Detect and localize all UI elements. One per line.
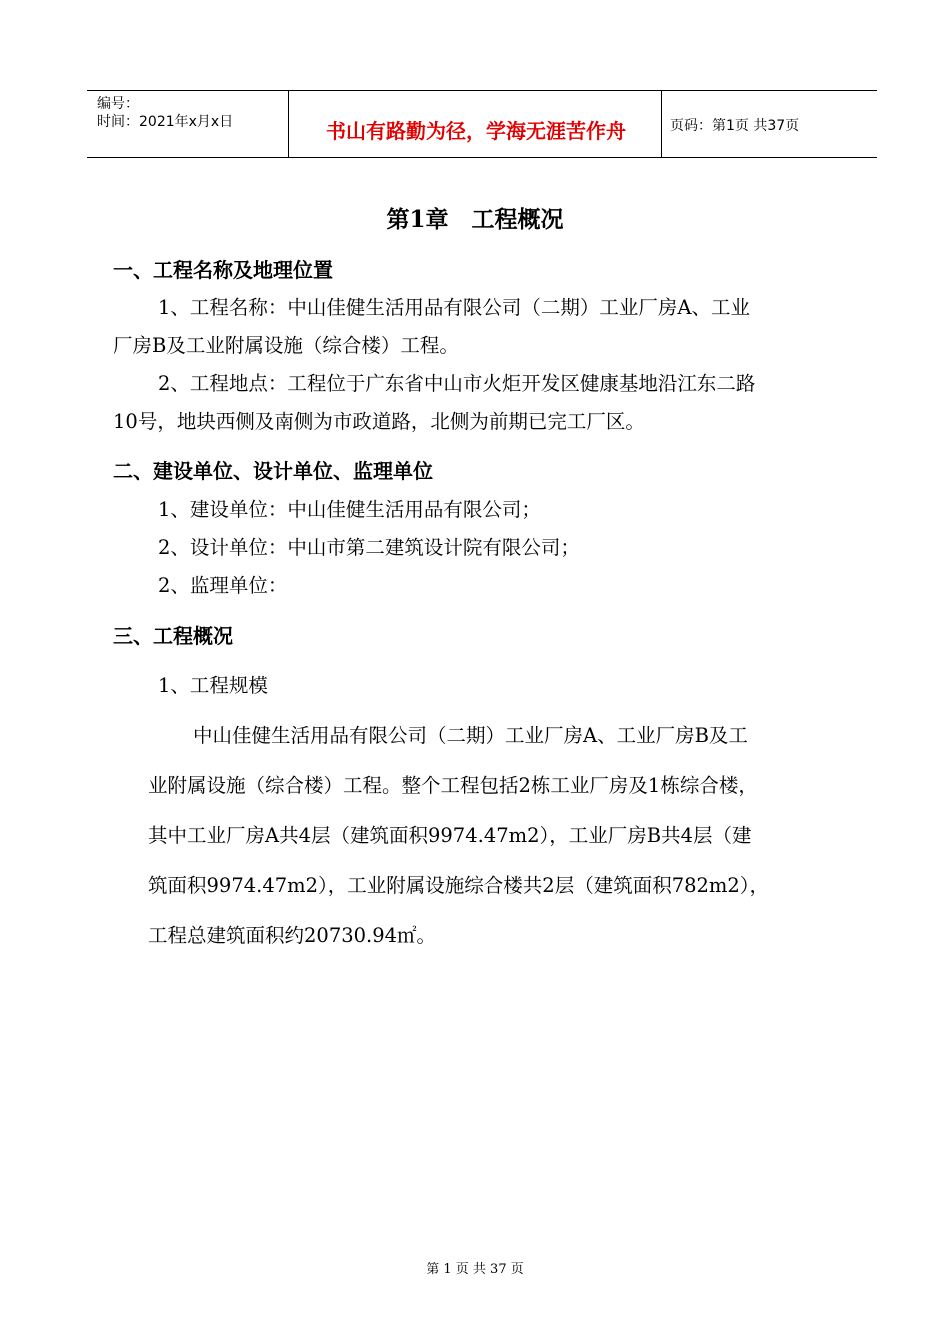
- paragraph-line: 2、设计单位：中山市第二建筑设计院有限公司；: [158, 536, 580, 559]
- paragraph-line: 2、监理单位：: [158, 574, 288, 597]
- paragraph-line: 工程总建筑面积约20730.94㎡。: [148, 924, 437, 947]
- paragraph-line: 筑面积9974.47m2），工业附属设施综合楼共2层（建筑面积782m2），: [148, 874, 770, 897]
- paragraph-line: 其中工业厂房A共4层（建筑面积9974.47m2），工业厂房B共4层（建: [148, 824, 752, 847]
- paragraph-line: 中山佳健生活用品有限公司（二期）工业厂房A、工业厂房B及工: [193, 724, 748, 747]
- chapter-title: 第1章 工程概况: [386, 206, 564, 233]
- paragraph-line: 厂房B及工业附属设施（综合楼）工程。: [113, 334, 459, 357]
- paragraph-line: 1、工程名称：中山佳健生活用品有限公司（二期）工业厂房A、工业: [158, 296, 750, 319]
- section-title: 一、工程名称及地理位置: [113, 258, 333, 282]
- header-motto: 书山有路勤为径，学海无涯苦作舟: [326, 119, 626, 143]
- header-bottom-rule: [87, 157, 877, 158]
- paragraph-line: 业附属设施（综合楼）工程。整个工程包括2栋工业厂房及1栋综合楼，: [148, 774, 758, 797]
- header-top-rule: [87, 90, 877, 91]
- header-number: 编号：: [97, 96, 139, 112]
- page-footer: 第 1 页 共 37 页: [426, 1262, 524, 1277]
- paragraph-line: 2、工程地点：工程位于广东省中山市火炬开发区健康基地沿江东二路: [158, 372, 756, 395]
- header-divider-right: [661, 90, 662, 157]
- section-title: 三、工程概况: [113, 624, 233, 648]
- header-time: 时间：2021年x月x日: [97, 114, 234, 130]
- paragraph-line: 1、工程规模: [158, 674, 268, 697]
- header-divider-left: [288, 90, 289, 157]
- paragraph-line: 1、建设单位：中山佳健生活用品有限公司；: [158, 498, 541, 521]
- header-page-info: 页码：第1页 共37页: [670, 118, 800, 134]
- section-title: 二、建设单位、设计单位、监理单位: [113, 459, 433, 483]
- paragraph-line: 10号，地块西侧及南侧为市政道路，北侧为前期已完工厂区。: [113, 410, 645, 433]
